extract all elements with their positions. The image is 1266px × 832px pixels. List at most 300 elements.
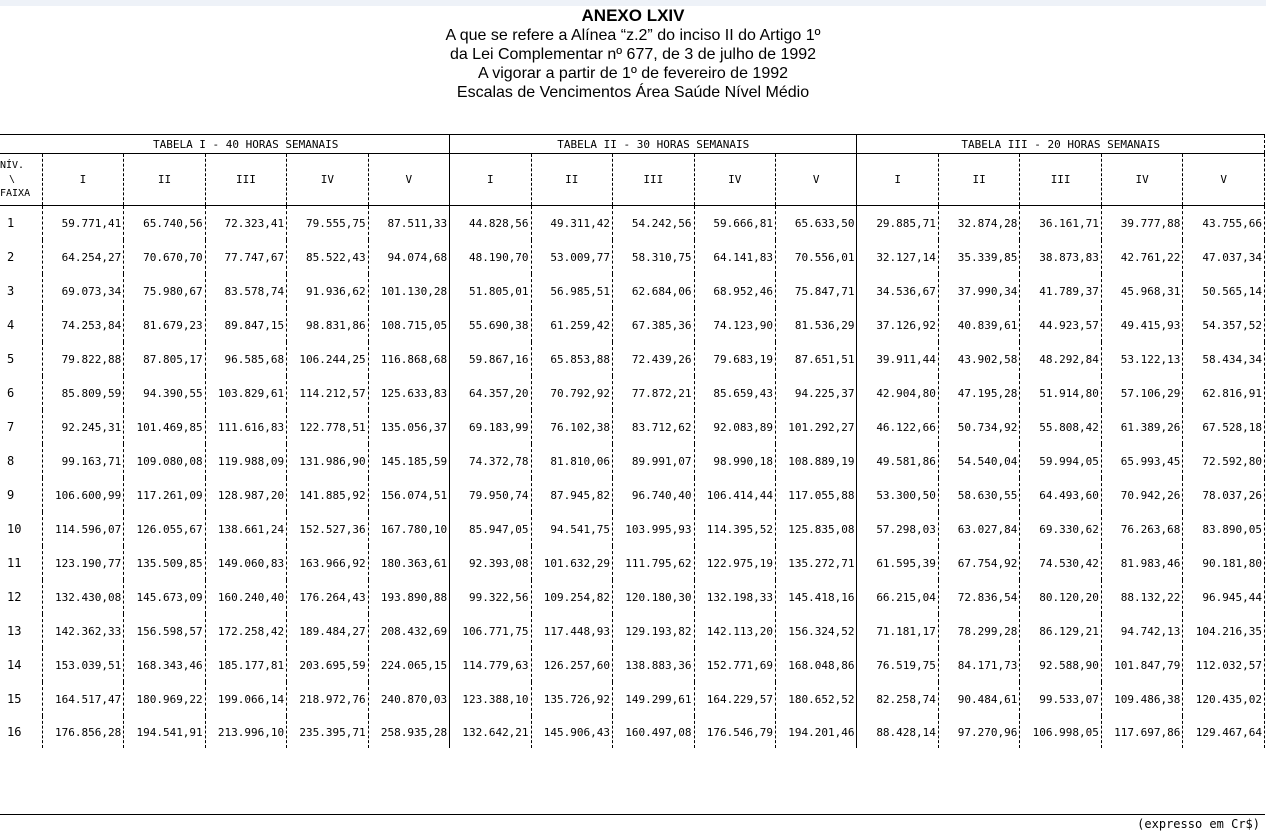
value-cell: 67.385,36 — [613, 308, 694, 342]
value-cell: 129.467,64 — [1183, 716, 1265, 748]
nivel-cell: 12 — [7, 590, 22, 604]
value-cell: 61.259,42 — [531, 308, 612, 342]
value-cell: 145.418,16 — [775, 580, 856, 614]
column-header-t2-5: V — [775, 154, 856, 206]
value-cell: 116.868,68 — [368, 342, 449, 376]
value-cell: 156.598,57 — [124, 614, 205, 648]
value-cell: 49.581,86 — [857, 444, 938, 478]
value-cell: 176.264,43 — [287, 580, 368, 614]
column-header-t1-5: V — [368, 154, 449, 206]
value-cell: 64.357,20 — [450, 376, 531, 410]
table-row — [0, 716, 1265, 748]
value-cell: 103.995,93 — [613, 512, 694, 546]
value-cell: 180.363,61 — [368, 546, 449, 580]
value-cell: 64.141,83 — [694, 240, 775, 274]
group-header-tabela-1: TABELA I - 40 HORAS SEMANAIS — [42, 135, 449, 154]
value-cell: 109.254,82 — [531, 580, 612, 614]
value-cell: 235.395,71 — [287, 716, 368, 748]
table-row — [0, 308, 1265, 342]
value-cell: 167.780,10 — [368, 512, 449, 546]
value-cell: 160.497,08 — [613, 716, 694, 748]
value-cell: 49.311,42 — [531, 206, 612, 241]
nivel-cell: 9 — [7, 488, 15, 502]
value-cell: 45.968,31 — [1101, 274, 1182, 308]
value-cell: 59.994,05 — [1020, 444, 1101, 478]
nivel-cell: 13 — [7, 624, 22, 638]
value-cell: 48.292,84 — [1020, 342, 1101, 376]
value-cell: 117.055,88 — [775, 478, 856, 512]
column-header-t3-5: V — [1183, 154, 1265, 206]
value-cell: 218.972,76 — [287, 682, 368, 716]
value-cell: 51.914,80 — [1020, 376, 1101, 410]
column-header-t3-3: III — [1020, 154, 1101, 206]
value-cell: 82.258,74 — [857, 682, 938, 716]
value-cell: 135.272,71 — [775, 546, 856, 580]
value-cell: 106.414,44 — [694, 478, 775, 512]
header-line-4: Escalas de Vencimentos Área Saúde Nível Médio — [456, 84, 810, 101]
table-row — [0, 478, 1265, 512]
value-cell: 106.998,05 — [1020, 716, 1101, 748]
value-cell: 135.056,37 — [368, 410, 449, 444]
nivel-cell: 7 — [7, 420, 15, 434]
value-cell: 65.740,56 — [124, 206, 205, 241]
value-cell: 67.528,18 — [1183, 410, 1265, 444]
value-cell: 101.130,28 — [368, 274, 449, 308]
value-cell: 94.390,55 — [124, 376, 205, 410]
value-cell: 117.697,86 — [1101, 716, 1182, 748]
value-cell: 168.343,46 — [124, 648, 205, 682]
value-cell: 50.734,92 — [938, 410, 1019, 444]
salary-table — [0, 134, 1265, 748]
value-cell: 34.536,67 — [857, 274, 938, 308]
nivel-cell: 6 — [7, 386, 15, 400]
value-cell: 72.836,54 — [938, 580, 1019, 614]
column-header-t2-1: I — [450, 154, 531, 206]
value-cell: 42.761,22 — [1101, 240, 1182, 274]
value-cell: 54.540,04 — [938, 444, 1019, 478]
value-cell: 47.195,28 — [938, 376, 1019, 410]
value-cell: 59.867,16 — [450, 342, 531, 376]
value-cell: 58.310,75 — [613, 240, 694, 274]
value-cell: 81.983,46 — [1101, 546, 1182, 580]
nivel-cell: 15 — [7, 692, 22, 706]
value-cell: 72.592,80 — [1183, 444, 1265, 478]
value-cell: 79.822,88 — [42, 342, 123, 376]
value-cell: 172.258,42 — [205, 614, 286, 648]
value-cell: 74.123,90 — [694, 308, 775, 342]
value-cell: 57.298,03 — [857, 512, 938, 546]
value-cell: 85.809,59 — [42, 376, 123, 410]
value-cell: 108.889,19 — [775, 444, 856, 478]
value-cell: 69.183,99 — [450, 410, 531, 444]
value-cell: 128.987,20 — [205, 478, 286, 512]
value-cell: 114.596,07 — [42, 512, 123, 546]
value-cell: 104.216,35 — [1183, 614, 1265, 648]
value-cell: 96.740,40 — [613, 478, 694, 512]
nivel-cell: 8 — [7, 454, 15, 468]
value-cell: 145.906,43 — [531, 716, 612, 748]
value-cell: 74.372,78 — [450, 444, 531, 478]
value-cell: 126.055,67 — [124, 512, 205, 546]
value-cell: 199.066,14 — [205, 682, 286, 716]
value-cell: 81.536,29 — [775, 308, 856, 342]
value-cell: 142.362,33 — [42, 614, 123, 648]
value-cell: 152.527,36 — [287, 512, 368, 546]
value-cell: 79.683,19 — [694, 342, 775, 376]
value-cell: 126.257,60 — [531, 648, 612, 682]
value-cell: 53.122,13 — [1101, 342, 1182, 376]
value-cell: 83.712,62 — [613, 410, 694, 444]
value-cell: 58.434,34 — [1183, 342, 1265, 376]
value-cell: 92.083,89 — [694, 410, 775, 444]
table-row — [0, 274, 1265, 308]
value-cell: 85.659,43 — [694, 376, 775, 410]
value-cell: 145.673,09 — [124, 580, 205, 614]
value-cell: 90.484,61 — [938, 682, 1019, 716]
column-header-t3-4: IV — [1101, 154, 1182, 206]
value-cell: 64.254,27 — [42, 240, 123, 274]
table-row — [0, 342, 1265, 376]
value-cell: 138.883,36 — [613, 648, 694, 682]
value-cell: 92.393,08 — [450, 546, 531, 580]
value-cell: 57.106,29 — [1101, 376, 1182, 410]
value-cell: 85.522,43 — [287, 240, 368, 274]
value-cell: 75.847,71 — [775, 274, 856, 308]
value-cell: 62.684,06 — [613, 274, 694, 308]
value-cell: 54.242,56 — [613, 206, 694, 241]
value-cell: 47.037,34 — [1183, 240, 1265, 274]
value-cell: 185.177,81 — [205, 648, 286, 682]
table-row — [0, 444, 1265, 478]
value-cell: 96.945,44 — [1183, 580, 1265, 614]
table-row — [0, 240, 1265, 274]
value-cell: 76.519,75 — [857, 648, 938, 682]
value-cell: 55.808,42 — [1020, 410, 1101, 444]
value-cell: 81.679,23 — [124, 308, 205, 342]
value-cell: 81.810,06 — [531, 444, 612, 478]
column-header-t1-4: IV — [287, 154, 368, 206]
value-cell: 74.530,42 — [1020, 546, 1101, 580]
value-cell: 125.835,08 — [775, 512, 856, 546]
value-cell: 180.969,22 — [124, 682, 205, 716]
value-cell: 29.885,71 — [857, 206, 938, 241]
header-line-1: A que se refere a Alínea “z.2” do inciso II do Artigo 1º — [445, 27, 821, 44]
table-row — [0, 546, 1265, 580]
value-cell: 132.430,08 — [42, 580, 123, 614]
value-cell: 120.180,30 — [613, 580, 694, 614]
value-cell: 40.839,61 — [938, 308, 1019, 342]
value-cell: 39.777,88 — [1101, 206, 1182, 241]
value-cell: 108.715,05 — [368, 308, 449, 342]
value-cell: 98.990,18 — [694, 444, 775, 478]
value-cell: 77.872,21 — [613, 376, 694, 410]
value-cell: 66.215,04 — [857, 580, 938, 614]
value-cell: 122.778,51 — [287, 410, 368, 444]
value-cell: 156.074,51 — [368, 478, 449, 512]
value-cell: 70.792,92 — [531, 376, 612, 410]
value-cell: 64.493,60 — [1020, 478, 1101, 512]
table-header — [0, 135, 1265, 206]
value-cell: 32.127,14 — [857, 240, 938, 274]
value-cell: 55.690,38 — [450, 308, 531, 342]
value-cell: 61.389,26 — [1101, 410, 1182, 444]
value-cell: 153.039,51 — [42, 648, 123, 682]
corner-top — [0, 135, 42, 154]
column-header-t2-2: II — [531, 154, 612, 206]
document-header — [0, 6, 1266, 102]
column-header-t1-3: III — [205, 154, 286, 206]
value-cell: 106.244,25 — [287, 342, 368, 376]
value-cell: 240.870,03 — [368, 682, 449, 716]
column-header-t2-4: IV — [694, 154, 775, 206]
value-cell: 203.695,59 — [287, 648, 368, 682]
value-cell: 88.132,22 — [1101, 580, 1182, 614]
nivel-cell: 1 — [7, 216, 15, 230]
table-row — [0, 682, 1265, 716]
value-cell: 62.816,91 — [1183, 376, 1265, 410]
table-row — [0, 512, 1265, 546]
value-cell: 109.080,08 — [124, 444, 205, 478]
table-body — [0, 206, 1265, 749]
column-header-t3-2: II — [938, 154, 1019, 206]
value-cell: 114.779,63 — [450, 648, 531, 682]
value-cell: 224.065,15 — [368, 648, 449, 682]
value-cell: 44.923,57 — [1020, 308, 1101, 342]
value-cell: 53.009,77 — [531, 240, 612, 274]
value-cell: 99.533,07 — [1020, 682, 1101, 716]
value-cell: 131.986,90 — [287, 444, 368, 478]
value-cell: 141.885,92 — [287, 478, 368, 512]
value-cell: 70.670,70 — [124, 240, 205, 274]
value-cell: 109.486,38 — [1101, 682, 1182, 716]
value-cell: 58.630,55 — [938, 478, 1019, 512]
value-cell: 84.171,73 — [938, 648, 1019, 682]
value-cell: 149.060,83 — [205, 546, 286, 580]
value-cell: 194.201,46 — [775, 716, 856, 748]
value-cell: 112.032,57 — [1183, 648, 1265, 682]
value-cell: 101.292,27 — [775, 410, 856, 444]
nivel-cell: 4 — [7, 318, 15, 332]
value-cell: 122.975,19 — [694, 546, 775, 580]
value-cell: 69.330,62 — [1020, 512, 1101, 546]
value-cell: 163.966,92 — [287, 546, 368, 580]
value-cell: 78.299,28 — [938, 614, 1019, 648]
nivel-cell: 3 — [7, 284, 15, 298]
value-cell: 90.181,80 — [1183, 546, 1265, 580]
value-cell: 101.847,79 — [1101, 648, 1182, 682]
value-cell: 142.113,20 — [694, 614, 775, 648]
value-cell: 79.950,74 — [450, 478, 531, 512]
value-cell: 48.190,70 — [450, 240, 531, 274]
table-bottom-rule — [0, 814, 1265, 815]
value-cell: 135.509,85 — [124, 546, 205, 580]
value-cell: 258.935,28 — [368, 716, 449, 748]
value-cell: 76.263,68 — [1101, 512, 1182, 546]
value-cell: 99.163,71 — [42, 444, 123, 478]
value-cell: 101.632,29 — [531, 546, 612, 580]
value-cell: 36.161,71 — [1020, 206, 1101, 241]
table-row — [0, 648, 1265, 682]
value-cell: 46.122,66 — [857, 410, 938, 444]
value-cell: 189.484,27 — [287, 614, 368, 648]
value-cell: 106.600,99 — [42, 478, 123, 512]
nivel-cell: 5 — [7, 352, 15, 366]
value-cell: 43.902,58 — [938, 342, 1019, 376]
value-cell: 70.556,01 — [775, 240, 856, 274]
value-cell: 69.073,34 — [42, 274, 123, 308]
value-cell: 97.270,96 — [938, 716, 1019, 748]
value-cell: 123.388,10 — [450, 682, 531, 716]
table-row — [0, 580, 1265, 614]
table-row — [0, 376, 1265, 410]
nivel-faixa-header — [0, 154, 42, 206]
value-cell: 63.027,84 — [938, 512, 1019, 546]
value-cell: 54.357,52 — [1183, 308, 1265, 342]
nivel-cell: 2 — [7, 250, 15, 264]
value-cell: 72.323,41 — [205, 206, 286, 241]
value-cell: 41.789,37 — [1020, 274, 1101, 308]
value-cell: 59.771,41 — [42, 206, 123, 241]
value-cell: 94.541,75 — [531, 512, 612, 546]
value-cell: 87.945,82 — [531, 478, 612, 512]
table-row — [0, 206, 1265, 241]
value-cell: 164.229,57 — [694, 682, 775, 716]
value-cell: 208.432,69 — [368, 614, 449, 648]
value-cell: 99.322,56 — [450, 580, 531, 614]
value-cell: 156.324,52 — [775, 614, 856, 648]
value-cell: 94.225,37 — [775, 376, 856, 410]
value-cell: 59.666,81 — [694, 206, 775, 241]
value-cell: 38.873,83 — [1020, 240, 1101, 274]
group-header-tabela-2: TABELA II - 30 HORAS SEMANAIS — [450, 135, 857, 154]
currency-note: (expresso em Cr$) — [1137, 817, 1260, 831]
value-cell: 123.190,77 — [42, 546, 123, 580]
value-cell: 132.642,21 — [450, 716, 531, 748]
value-cell: 77.747,67 — [205, 240, 286, 274]
column-header-t3-1: I — [857, 154, 938, 206]
value-cell: 117.448,93 — [531, 614, 612, 648]
value-cell: 37.126,92 — [857, 308, 938, 342]
value-cell: 49.415,93 — [1101, 308, 1182, 342]
value-cell: 168.048,86 — [775, 648, 856, 682]
nivel-cell: 10 — [7, 522, 22, 536]
value-cell: 67.754,92 — [938, 546, 1019, 580]
group-header-tabela-3: TABELA III - 20 HORAS SEMANAIS — [857, 135, 1265, 154]
value-cell: 96.585,68 — [205, 342, 286, 376]
value-cell: 37.990,34 — [938, 274, 1019, 308]
value-cell: 56.985,51 — [531, 274, 612, 308]
value-cell: 111.795,62 — [613, 546, 694, 580]
value-cell: 78.037,26 — [1183, 478, 1265, 512]
value-cell: 83.890,05 — [1183, 512, 1265, 546]
value-cell: 119.988,09 — [205, 444, 286, 478]
nivel-cell: 14 — [7, 658, 22, 672]
value-cell: 92.245,31 — [42, 410, 123, 444]
value-cell: 88.428,14 — [857, 716, 938, 748]
value-cell: 194.541,91 — [124, 716, 205, 748]
value-cell: 65.853,88 — [531, 342, 612, 376]
value-cell: 89.847,15 — [205, 308, 286, 342]
value-cell: 39.911,44 — [857, 342, 938, 376]
value-cell: 87.805,17 — [124, 342, 205, 376]
value-cell: 68.952,46 — [694, 274, 775, 308]
value-cell: 176.546,79 — [694, 716, 775, 748]
value-cell: 74.253,84 — [42, 308, 123, 342]
value-cell: 85.947,05 — [450, 512, 531, 546]
value-cell: 43.755,66 — [1183, 206, 1265, 241]
value-cell: 152.771,69 — [694, 648, 775, 682]
value-cell: 51.805,01 — [450, 274, 531, 308]
column-header-t1-2: II — [124, 154, 205, 206]
value-cell: 120.435,02 — [1183, 682, 1265, 716]
value-cell: 98.831,86 — [287, 308, 368, 342]
nivel-label: NÍV. — [0, 159, 25, 171]
value-cell: 94.074,68 — [368, 240, 449, 274]
value-cell: 193.890,88 — [368, 580, 449, 614]
value-cell: 117.261,09 — [124, 478, 205, 512]
table-row — [0, 410, 1265, 444]
value-cell: 70.942,26 — [1101, 478, 1182, 512]
value-cell: 79.555,75 — [287, 206, 368, 241]
value-cell: 111.616,83 — [205, 410, 286, 444]
nivel-cell: 16 — [7, 725, 22, 739]
table-row — [0, 614, 1265, 648]
value-cell: 135.726,92 — [531, 682, 612, 716]
value-cell: 176.856,28 — [42, 716, 123, 748]
value-cell: 180.652,52 — [775, 682, 856, 716]
annex-title: ANEXO LXIV — [581, 6, 685, 25]
value-cell: 149.299,61 — [613, 682, 694, 716]
value-cell: 114.212,57 — [287, 376, 368, 410]
value-cell: 65.993,45 — [1101, 444, 1182, 478]
value-cell: 65.633,50 — [775, 206, 856, 241]
value-cell: 71.181,17 — [857, 614, 938, 648]
value-cell: 129.193,82 — [613, 614, 694, 648]
value-cell: 50.565,14 — [1183, 274, 1265, 308]
value-cell: 164.517,47 — [42, 682, 123, 716]
value-cell: 86.129,21 — [1020, 614, 1101, 648]
value-cell: 125.633,83 — [368, 376, 449, 410]
value-cell: 87.511,33 — [368, 206, 449, 241]
value-cell: 61.595,39 — [857, 546, 938, 580]
value-cell: 35.339,85 — [938, 240, 1019, 274]
value-cell: 103.829,61 — [205, 376, 286, 410]
faixa-label: FAIXA — [0, 187, 31, 199]
value-cell: 160.240,40 — [205, 580, 286, 614]
value-cell: 101.469,85 — [124, 410, 205, 444]
value-cell: 213.996,10 — [205, 716, 286, 748]
value-cell: 132.198,33 — [694, 580, 775, 614]
value-cell: 91.936,62 — [287, 274, 368, 308]
nivel-cell: 11 — [7, 556, 22, 570]
slash-label: \ — [9, 173, 16, 185]
value-cell: 114.395,52 — [694, 512, 775, 546]
value-cell: 87.651,51 — [775, 342, 856, 376]
value-cell: 83.578,74 — [205, 274, 286, 308]
value-cell: 106.771,75 — [450, 614, 531, 648]
value-cell: 42.904,80 — [857, 376, 938, 410]
value-cell: 53.300,50 — [857, 478, 938, 512]
column-header-t2-3: III — [613, 154, 694, 206]
value-cell: 75.980,67 — [124, 274, 205, 308]
value-cell: 76.102,38 — [531, 410, 612, 444]
header-line-3: A vigorar a partir de 1º de fevereiro de 1992 — [477, 65, 789, 82]
value-cell: 94.742,13 — [1101, 614, 1182, 648]
value-cell: 89.991,07 — [613, 444, 694, 478]
value-cell: 80.120,20 — [1020, 580, 1101, 614]
value-cell: 138.661,24 — [205, 512, 286, 546]
value-cell: 72.439,26 — [613, 342, 694, 376]
